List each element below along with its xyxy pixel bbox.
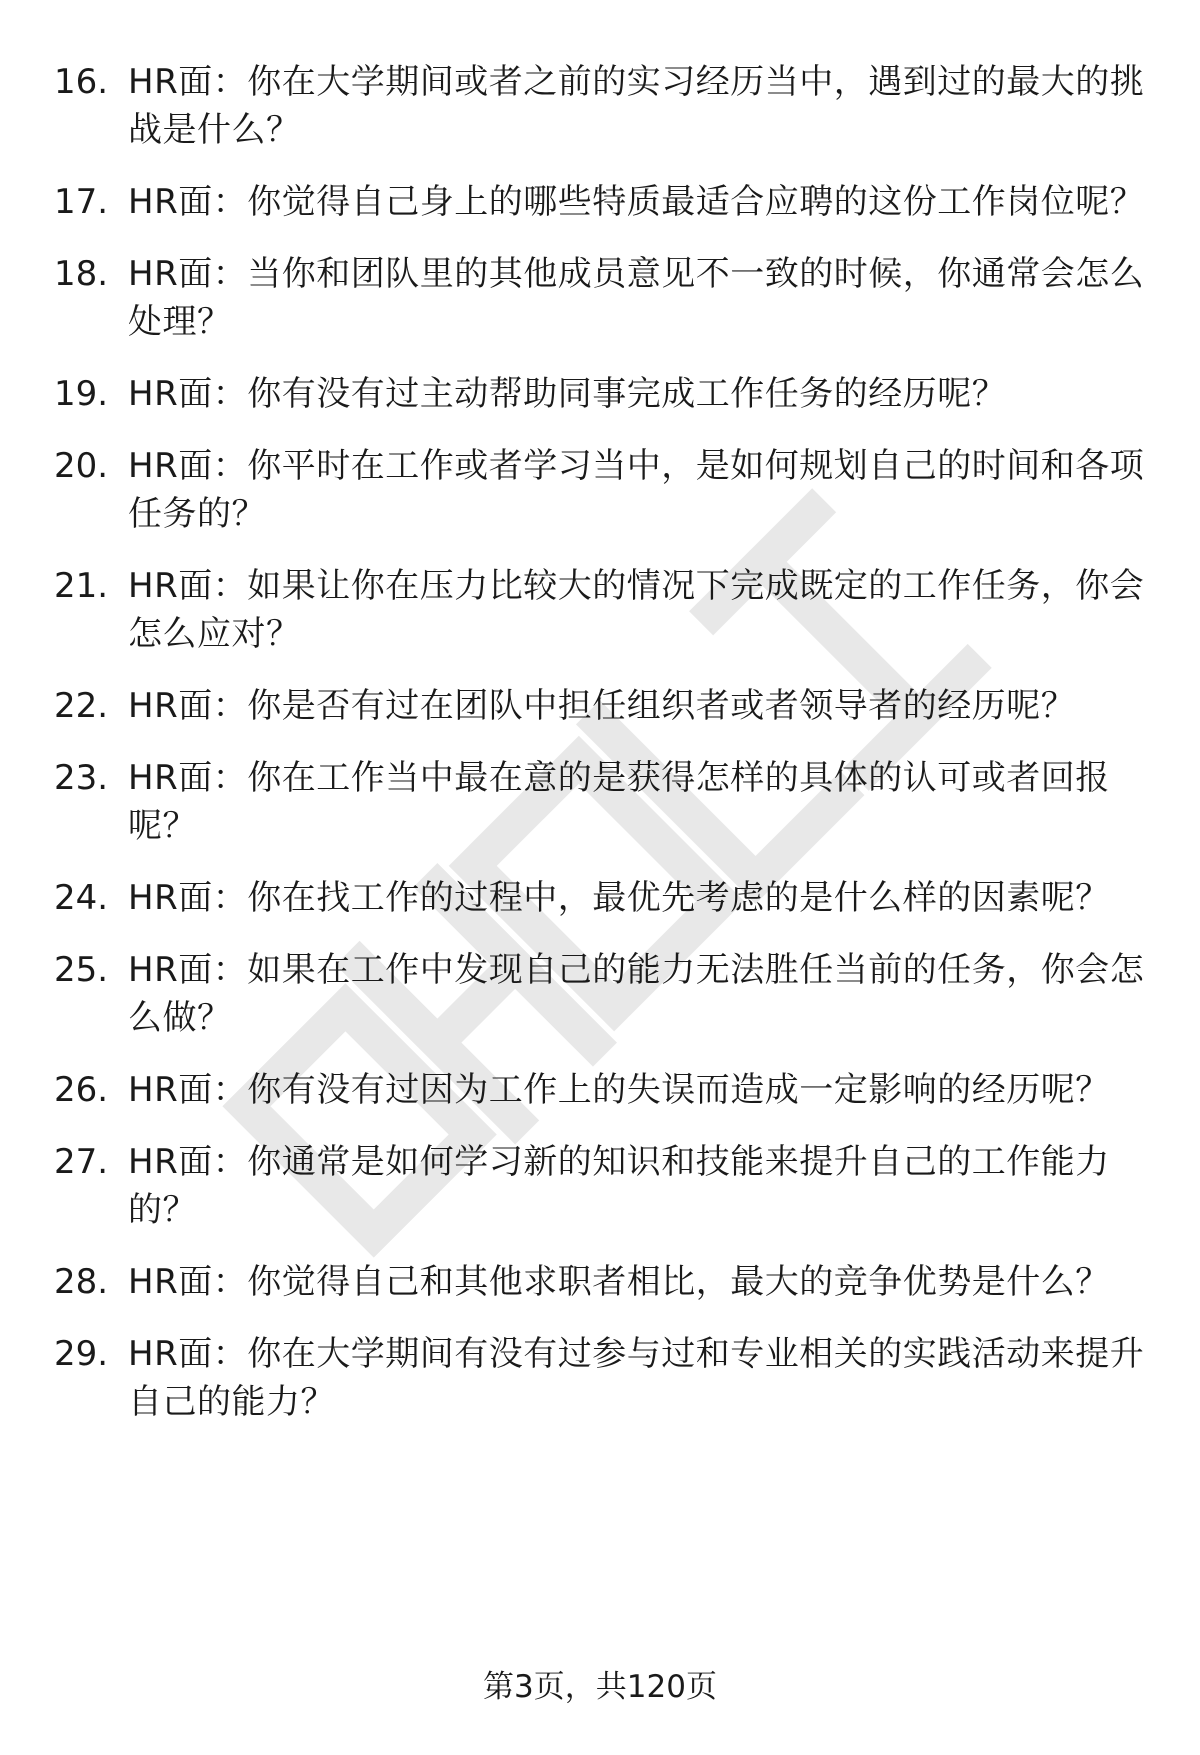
question-number: 27. [54,1142,109,1182]
question-item [0,370,1200,418]
question-item [0,946,1200,1042]
question-text: HR面：你在大学期间或者之前的实习经历当中，遇到过的最大的挑战是什么？ [128,62,1145,150]
question-item [0,1138,1200,1234]
question-item [0,1330,1200,1426]
question-text: HR面：你平时在工作或者学习当中，是如何规划自己的时间和各项任务的？ [128,446,1145,534]
question-text: HR面：你在找工作的过程中，最优先考虑的是什么样的因素呢？ [128,878,1110,918]
question-text: HR面：你有没有过主动帮助同事完成工作任务的经历呢？ [128,374,1007,414]
question-number: 25. [54,950,109,990]
question-number: 26. [54,1070,109,1110]
question-text: HR面：你觉得自己和其他求职者相比，最大的竞争优势是什么？ [128,1262,1110,1302]
question-item [0,754,1200,850]
question-number: 18. [54,254,109,294]
question-text: HR面：你在工作当中最在意的是获得怎样的具体的认可或者回报呢？ [128,758,1110,846]
question-item [0,442,1200,538]
question-item [0,58,1200,154]
question-number: 29. [54,1334,109,1374]
page-footer: 第3页，共120页 [483,1669,717,1705]
question-text: HR面：当你和团队里的其他成员意见不一致的时候，你通常会怎么处理？ [128,254,1145,342]
question-text: HR面：如果在工作中发现自己的能力无法胜任当前的任务，你会怎么做？ [128,950,1145,1038]
question-list [0,58,1200,1450]
question-item [0,178,1200,226]
question-item [0,562,1200,658]
question-number: 28. [54,1262,109,1302]
question-item [0,1258,1200,1306]
question-number: 24. [54,878,109,918]
question-number: 16. [54,62,109,102]
question-text: HR面：如果让你在压力比较大的情况下完成既定的工作任务，你会怎么应对？ [128,566,1145,654]
question-item [0,682,1200,730]
question-text: HR面：你在大学期间有没有过参与过和专业相关的实践活动来提升自己的能力？ [128,1334,1145,1422]
question-text: HR面：你是否有过在团队中担任组织者或者领导者的经历呢？ [128,686,1076,726]
question-number: 23. [54,758,109,798]
question-number: 19. [54,374,109,414]
question-number: 21. [54,566,109,606]
question-number: 22. [54,686,109,726]
question-item [0,874,1200,922]
question-text: HR面：你觉得自己身上的哪些特质最适合应聘的这份工作岗位呢？ [128,182,1145,222]
question-item [0,250,1200,346]
question-text: HR面：你通常是如何学习新的知识和技能来提升自己的工作能力的？ [128,1142,1110,1230]
question-number: 20. [54,446,109,486]
question-number: 17. [54,182,109,222]
question-item [0,1066,1200,1114]
question-text: HR面：你有没有过因为工作上的失误而造成一定影响的经历呢？ [128,1070,1110,1110]
